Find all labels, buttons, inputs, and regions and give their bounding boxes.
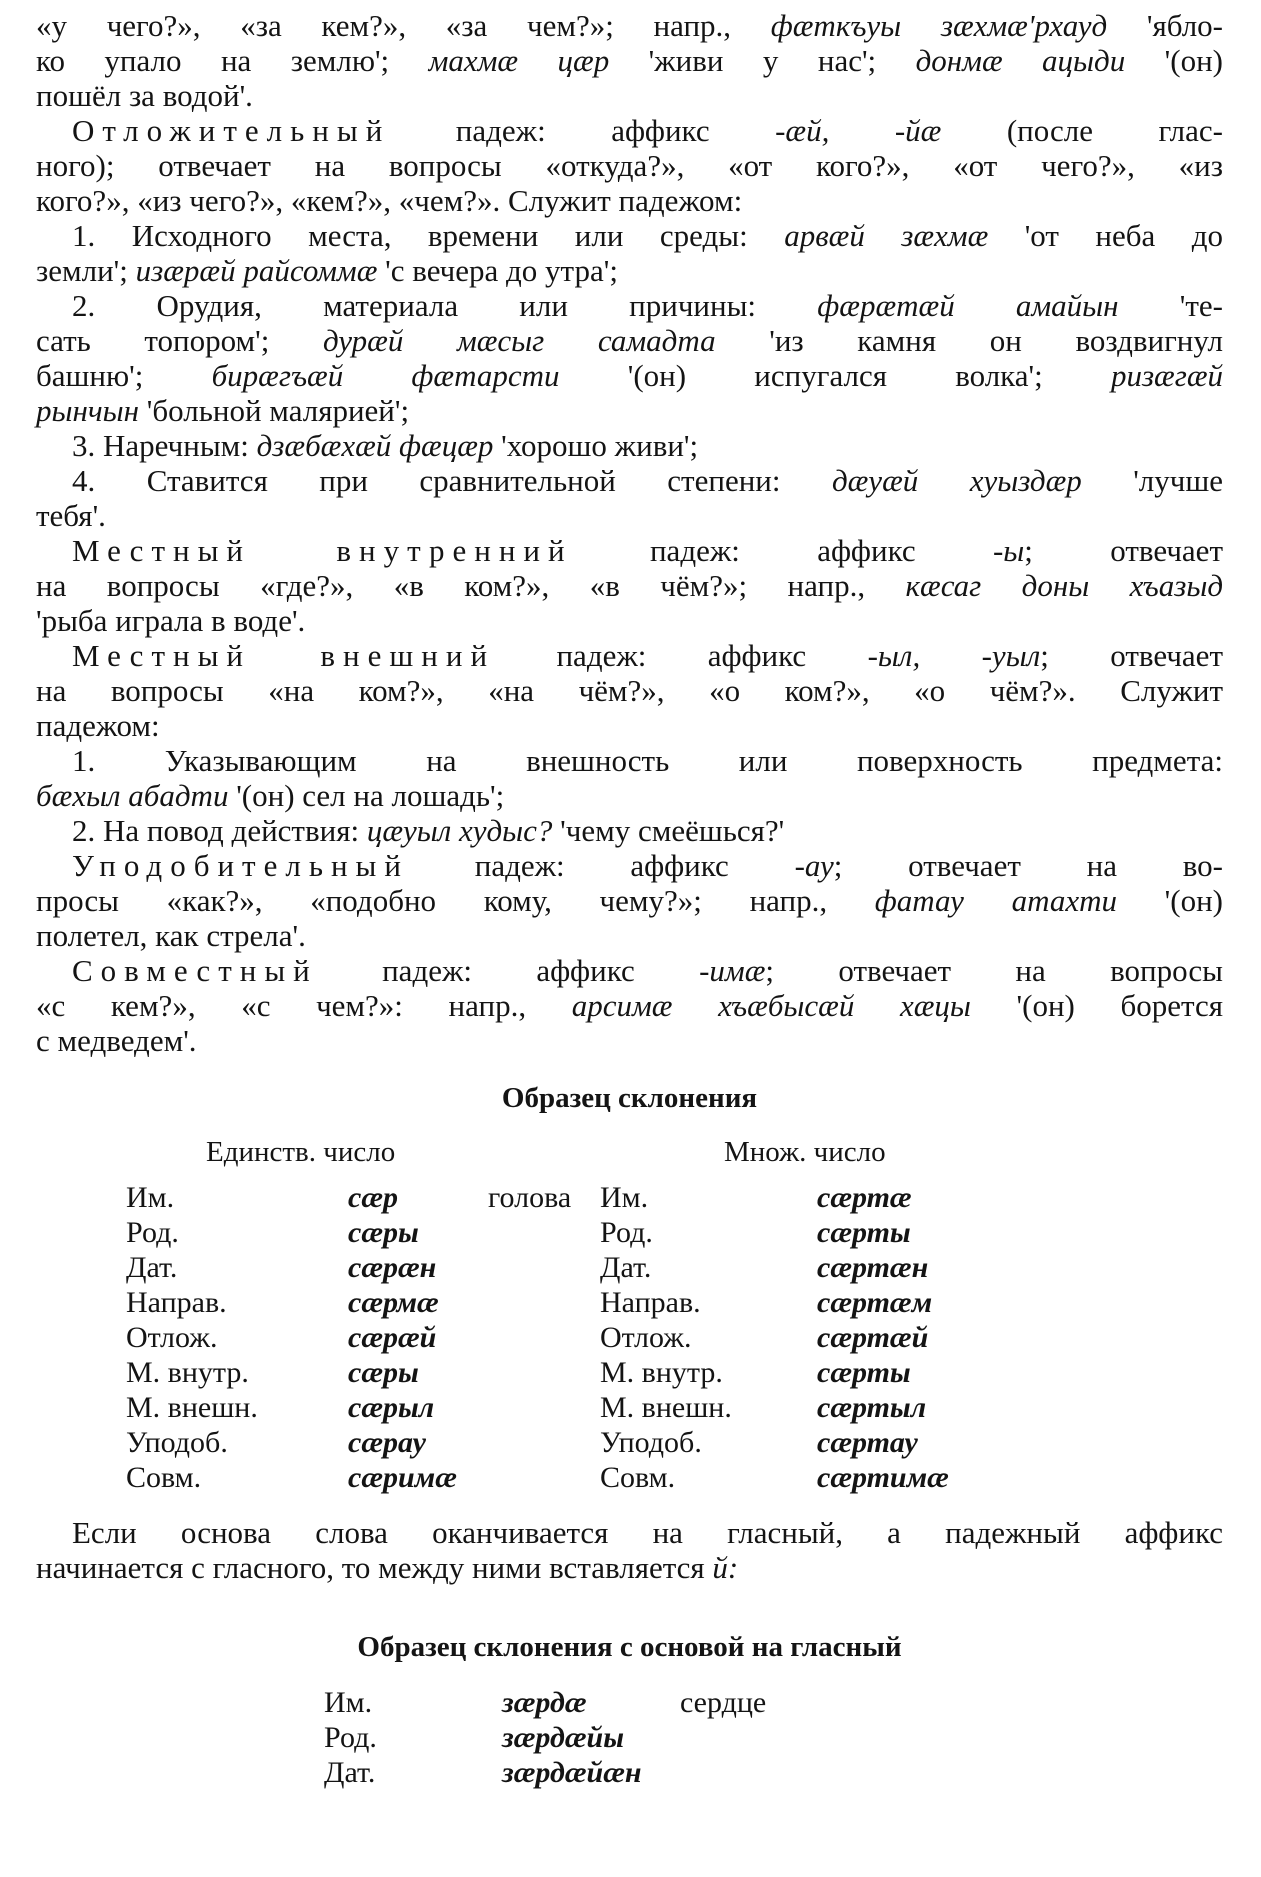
text-line <box>36 78 1223 113</box>
paragraph <box>36 113 1223 218</box>
text-run: падежом: <box>36 708 160 743</box>
plural-header: Множ. число <box>724 1136 886 1168</box>
text-run: 'ябло- <box>1107 8 1224 43</box>
case-label: М. внешн. <box>600 1391 732 1424</box>
text-run: падеж: аффикс <box>317 953 700 988</box>
word-stem: сæр <box>348 1391 398 1424</box>
text-line <box>36 1515 1223 1550</box>
text-line <box>36 603 1223 638</box>
example-word: арвæй зæхмæ <box>784 218 989 253</box>
word-stem: сæрт <box>817 1461 890 1494</box>
text-run: (после глас- <box>941 113 1223 148</box>
case-ending: æн <box>397 1251 437 1284</box>
case-label: Род. <box>126 1216 179 1249</box>
text-run: 4. Ставится при сравнительной степени: <box>72 463 832 498</box>
example-word: фæрæтæй амайын <box>817 288 1119 323</box>
vowel-declension-title: Образец склонения с основой на гласный <box>357 1631 902 1663</box>
text-line <box>36 988 1223 1023</box>
example-word: кæсаг доны хъазыд <box>905 568 1223 603</box>
text-line <box>36 148 1223 183</box>
example-word: изæрæй райсоммæ <box>135 253 378 288</box>
text-run: 3. Наречным: <box>72 428 257 463</box>
case-ending: мæ <box>396 1286 439 1319</box>
case-ending: имæ <box>397 1461 457 1494</box>
text-line <box>36 743 1223 778</box>
word-stem: сæр <box>348 1461 398 1494</box>
case-label: М. внутр. <box>126 1356 249 1389</box>
text-run: падеж: аффикс <box>390 113 776 148</box>
declension-row <box>126 1180 1017 1215</box>
text-run: '(он) <box>1125 43 1223 78</box>
text-run: 1. Исходного места, времени или среды: <box>72 218 785 253</box>
declension-row <box>126 1250 1017 1285</box>
text-run: башню'; <box>36 358 212 393</box>
paragraph <box>36 743 1223 813</box>
paragraph <box>36 463 1223 533</box>
declension-row <box>126 1215 1017 1250</box>
case-ending: ау <box>889 1426 918 1459</box>
vowel-declension-section <box>36 1629 1223 1790</box>
case-label: Им. <box>324 1686 373 1719</box>
example-word: бирæгъæй фæтарсти <box>211 358 560 393</box>
example-word: дурæй мæсыг самадта <box>323 323 716 358</box>
case-name: Местный внутренний <box>72 533 573 568</box>
case-label: Род. <box>324 1721 377 1754</box>
declension-title: Образец склонения <box>501 1082 758 1114</box>
word-stem: сæрт <box>817 1251 890 1284</box>
declension-row <box>324 1755 840 1790</box>
text-line <box>36 8 1223 43</box>
word-stem: сæр <box>348 1251 398 1284</box>
text-line <box>36 43 1223 78</box>
text-line <box>36 848 1223 883</box>
case-ending: æн <box>889 1251 929 1284</box>
text-run: просы «как?», «подобно кому, чему?»; напр., <box>36 883 875 918</box>
text-line <box>36 358 1223 393</box>
word-stem: сæр <box>348 1216 398 1249</box>
text-run: 'рыба играла в воде'. <box>36 603 306 638</box>
case-name: Совместный <box>72 953 318 988</box>
declension-row <box>324 1685 840 1720</box>
paragraph <box>36 848 1223 953</box>
declension-row <box>126 1460 1017 1495</box>
text-line <box>36 218 1223 253</box>
example-word: арсимæ хъæбысæй хæцы <box>571 988 971 1023</box>
paragraph <box>36 638 1223 743</box>
example-word: фæткъуы зæхмæ'рхауд <box>770 8 1108 43</box>
word-stem: сæрт <box>817 1426 890 1459</box>
case-ending: ы <box>889 1356 911 1389</box>
text-run: ; отвечает <box>1024 533 1223 568</box>
text-run: 'чему смеёшься?' <box>552 813 785 848</box>
case-ending: йæн <box>586 1756 642 1789</box>
text-line <box>36 113 1223 148</box>
case-ending: æй <box>889 1321 929 1354</box>
text-line <box>36 183 1223 218</box>
case-ending: æм <box>889 1286 933 1319</box>
word-stem: сæрт <box>817 1286 890 1319</box>
case-ending: ы <box>889 1216 911 1249</box>
text-run: '(он) борется <box>970 988 1223 1023</box>
example-word: рынчын <box>36 393 140 428</box>
paragraph <box>36 288 1223 428</box>
text-run: 2. На повод действия: <box>72 813 367 848</box>
case-ending: ыл <box>397 1391 435 1424</box>
text-run: 1. Указывающим на внешность или поверхность предмета: <box>72 743 1223 778</box>
body-text <box>36 8 1223 1058</box>
text-run: 'живи у нас'; <box>609 43 916 78</box>
case-ending: ы <box>397 1356 419 1389</box>
case-label: Уподоб. <box>126 1426 228 1459</box>
case-name: Отложительный <box>72 113 391 148</box>
text-run: падеж: аффикс <box>408 848 795 883</box>
word-stem: зæрдæ <box>502 1756 587 1789</box>
declension-row <box>126 1320 1017 1355</box>
paragraph <box>36 813 1223 848</box>
text-line <box>36 463 1223 498</box>
text-run: 'те- <box>1118 288 1223 323</box>
case-ending: имæ <box>889 1461 949 1494</box>
example-word: -ыл, -уыл <box>867 638 1041 673</box>
text-run: 'от неба до <box>988 218 1223 253</box>
text-run: начинается с гласного, то между ними вставляется <box>36 1550 713 1585</box>
text-line <box>36 1023 1223 1058</box>
paragraph <box>36 1515 1223 1585</box>
singular-header: Единств. число <box>206 1136 396 1168</box>
example-word: -ау <box>794 848 834 883</box>
case-ending: ау <box>397 1426 426 1459</box>
case-name: Уподобительный <box>72 848 409 883</box>
case-label: Направ. <box>600 1286 701 1319</box>
case-label: Им. <box>600 1181 649 1214</box>
text-run: ного); отвечает на вопросы «откуда?», «от кого?», «от чего?», «из <box>36 148 1223 183</box>
text-run: падеж: аффикс <box>495 638 868 673</box>
text-run: тебя'. <box>36 498 106 533</box>
case-label: М. внутр. <box>600 1356 723 1389</box>
paragraph <box>36 8 1223 113</box>
declension-row <box>126 1390 1017 1425</box>
text-line <box>36 498 1223 533</box>
declension-row <box>126 1425 1017 1460</box>
text-run: 'хорошо живи'; <box>493 428 699 463</box>
text-run: 'лучше <box>1081 463 1223 498</box>
example-word: -æй, -йæ <box>775 113 942 148</box>
text-line <box>36 323 1223 358</box>
text-run: «с кем?», «с чем?»: напр., <box>36 988 572 1023</box>
text-run: кого?», «из чего?», «кем?», «чем?». Служит падежом: <box>36 183 743 218</box>
declension-row <box>324 1720 840 1755</box>
text-line <box>36 1550 1223 1585</box>
text-run: 'из камня он воздвигнул <box>715 323 1223 358</box>
declension-row <box>126 1355 1017 1390</box>
paragraph <box>36 218 1223 288</box>
text-run: на вопросы «где?», «в ком?», «в чём?»; напр., <box>36 568 906 603</box>
case-label: Уподоб. <box>600 1426 702 1459</box>
text-line <box>36 778 1223 813</box>
word-stem: сæрт <box>817 1321 890 1354</box>
case-ending: æй <box>397 1321 437 1354</box>
case-label: Род. <box>600 1216 653 1249</box>
text-run: 'больной малярией'; <box>139 393 410 428</box>
word-stem: сæрт <box>817 1391 890 1424</box>
text-run: '(он) сел на лошадь'; <box>228 778 505 813</box>
text-run: ; отвечает <box>1040 638 1223 673</box>
text-run: 2. Орудия, материала или причины: <box>72 288 818 323</box>
text-run: земли'; <box>36 253 136 288</box>
example-word: донмæ ацыди <box>915 43 1126 78</box>
word-stem: сæр <box>348 1286 397 1319</box>
case-label: Отлож. <box>126 1321 218 1354</box>
example-word: дæуæй хуыздæр <box>831 463 1082 498</box>
gloss: голова <box>488 1181 572 1214</box>
text-run: пошёл за водой'. <box>36 78 253 113</box>
word-stem: сæрт <box>817 1216 890 1249</box>
gloss: сердце <box>680 1686 767 1719</box>
declension-row <box>126 1285 1017 1320</box>
text-line <box>36 708 1223 743</box>
example-word: махмæ цæр <box>428 43 610 78</box>
example-word: ризæгæй <box>1110 358 1223 393</box>
vowel-note <box>36 1515 1223 1585</box>
text-run: «у чего?», «за кем?», «за чем?»; напр., <box>36 8 771 43</box>
declension-table <box>126 1180 1017 1495</box>
case-label: Совм. <box>600 1461 676 1494</box>
text-line <box>36 428 1223 463</box>
case-label: Дат. <box>126 1251 178 1284</box>
text-run: '(он) испугался волка'; <box>559 358 1111 393</box>
case-label: Им. <box>126 1181 175 1214</box>
case-label: Дат. <box>324 1756 376 1789</box>
case-label: Совм. <box>126 1461 202 1494</box>
case-ending: йы <box>586 1721 625 1754</box>
example-word: цæуыл худыс? <box>366 813 553 848</box>
declension-section <box>36 1080 1223 1495</box>
paragraph <box>36 533 1223 638</box>
text-run: '(он) <box>1117 883 1223 918</box>
word-stem: сæр <box>348 1321 398 1354</box>
word-stem: зæрдæ <box>502 1686 587 1719</box>
paragraph <box>36 953 1223 1058</box>
word-stem: сæр <box>348 1426 398 1459</box>
text-run: с медведем'. <box>36 1023 197 1058</box>
case-label: Направ. <box>126 1286 227 1319</box>
example-word: -ы <box>992 533 1025 568</box>
text-run: 'с вечера до утра'; <box>377 253 618 288</box>
text-run: Если основа слова оканчивается на гласный, а падежный аффикс <box>72 1515 1223 1550</box>
word-stem: сæрт <box>817 1356 890 1389</box>
case-ending: ы <box>397 1216 419 1249</box>
word-stem: зæрдæ <box>502 1721 587 1754</box>
vowel-declension-table <box>324 1685 840 1790</box>
text-line <box>36 288 1223 323</box>
text-line <box>36 533 1223 568</box>
text-line <box>36 638 1223 673</box>
case-label: Отлож. <box>600 1321 692 1354</box>
example-word: дзæбæхæй фæцæр <box>256 428 494 463</box>
text-line <box>36 393 1223 428</box>
text-line <box>36 568 1223 603</box>
case-name: Местный внешний <box>72 638 496 673</box>
example-word: -имæ <box>699 953 766 988</box>
case-label: М. внешн. <box>126 1391 258 1424</box>
text-run: на вопросы «на ком?», «на чём?», «о ком?», «о чём?». Служит <box>36 673 1223 708</box>
text-run: сать топором'; <box>36 323 324 358</box>
example-word: бæхыл абадти <box>36 778 229 813</box>
text-line <box>36 253 1223 288</box>
text-run: полетел, как стрела'. <box>36 918 306 953</box>
text-run: ; отвечает на вопросы <box>765 953 1223 988</box>
paragraph <box>36 428 1223 463</box>
text-run: ; отвечает на во- <box>833 848 1223 883</box>
text-line <box>36 673 1223 708</box>
example-word: й: <box>712 1550 739 1585</box>
example-word: фатау атахти <box>874 883 1117 918</box>
text-run: ко упало на землю'; <box>36 43 429 78</box>
word-stem: сæртæ <box>817 1181 912 1214</box>
text-line <box>36 883 1223 918</box>
text-run: падеж: аффикс <box>572 533 993 568</box>
declension-column-headers <box>36 1136 1223 1180</box>
text-line <box>36 953 1223 988</box>
text-line <box>36 813 1223 848</box>
text-line <box>36 918 1223 953</box>
word-stem: сæр <box>348 1356 398 1389</box>
case-label: Дат. <box>600 1251 652 1284</box>
case-ending: ыл <box>889 1391 927 1424</box>
word-stem: сæр <box>348 1181 398 1214</box>
